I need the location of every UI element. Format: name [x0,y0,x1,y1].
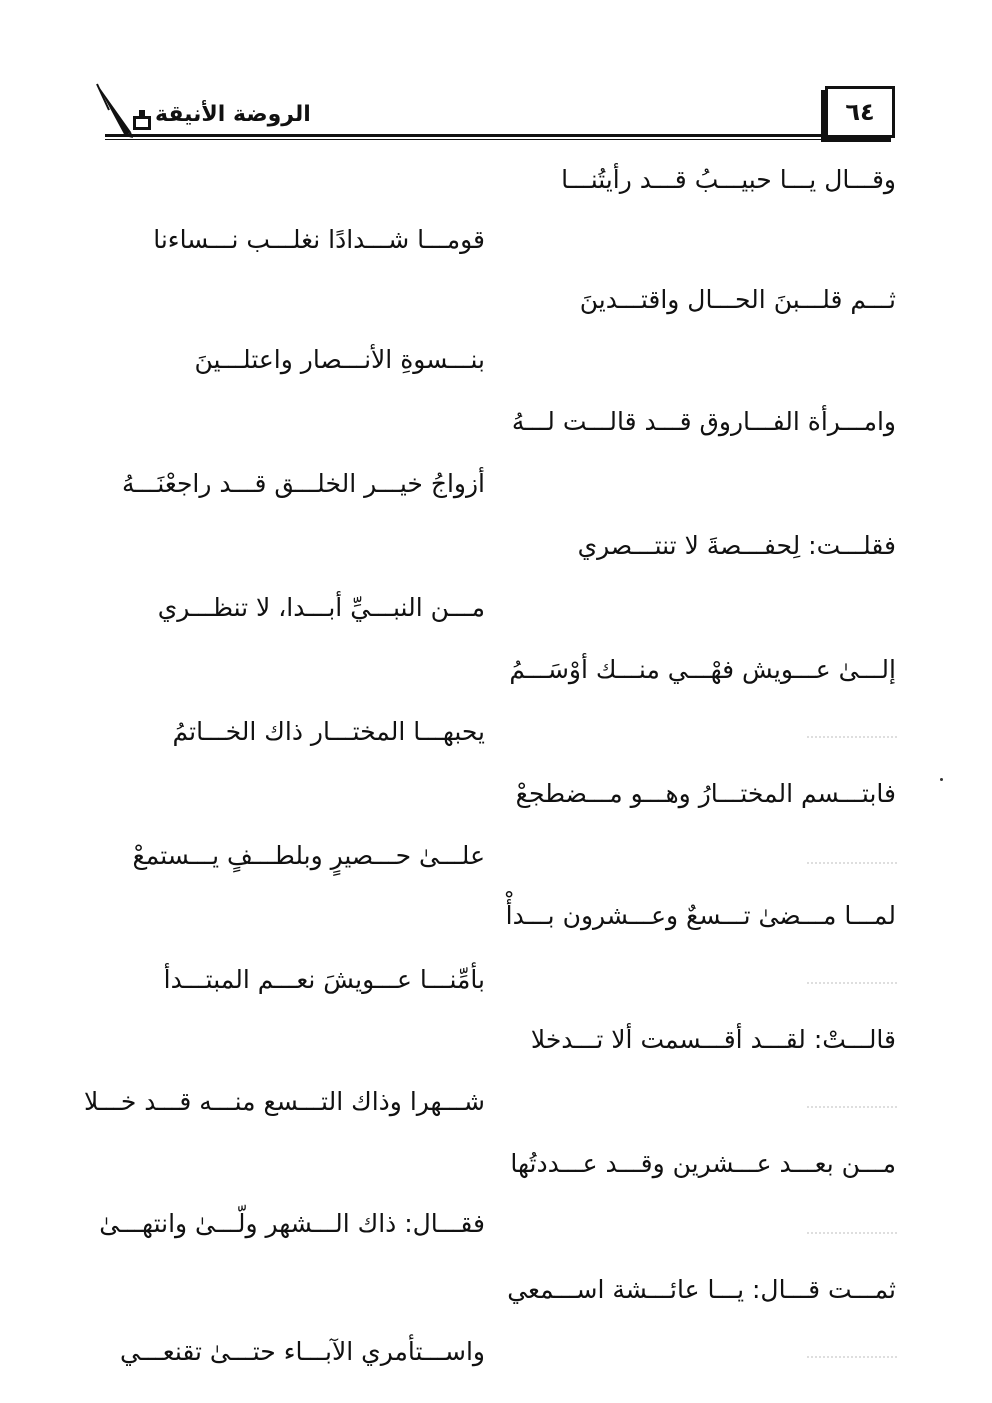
verse-4-first-hemistich: فقلـــت: لِحفـــصةَ لا تنتـــصري [577,531,896,560]
verse-5-first-hemistich: إلـــىٰ عـــويش فهْـــي منـــك أوْسَـــمُ [509,655,896,684]
verse-3-second-hemistich: أزواجُ خيـــر الخلـــق قـــد راجعْنَـــهُ [121,469,485,498]
ink-speck [940,778,943,781]
bleed-through-mark [807,1092,897,1108]
ink-lamp-icon [131,108,153,132]
verse-8-second-hemistich: شـــهرا وذاك التـــسع منـــه قـــد خـــلا [83,1087,485,1116]
page-number: ٦٤ [825,86,895,138]
verse-3-first-hemistich: وامـــرأة الفـــاروق قـــد قالـــت لـــهُ [511,407,896,436]
verse-2-second-hemistich: بنـــسوةِ الأنـــصار واعتلـــينَ [194,345,485,374]
verse-10-first-hemistich: ثمـــت قـــال: يـــا عائـــشة اســـمعي [507,1275,896,1304]
verse-9-first-hemistich: مـــن بعـــد عـــشرين وقـــد عـــددتُها [510,1149,896,1178]
verse-7-second-hemistich: بأمِّنـــا عـــويشَ نعـــم المبتـــدأ [163,965,485,994]
bleed-through-mark [807,722,897,738]
book-title: الروضة الأنيقة [155,102,311,127]
verse-8-first-hemistich: قالـــتْ: لقـــد أقـــسمت ألا تـــدخلا [530,1025,896,1054]
verse-7-first-hemistich: لمـــا مـــضىٰ تـــسعٌ وعـــشرون بـــدأْ [505,901,896,930]
page-header [95,80,895,140]
verse-2-first-hemistich: ثـــم قلـــبنَ الحـــال واقتـــدينَ [579,285,896,314]
verse-1-second-hemistich: قومـــا شـــدادًا نغلـــب نـــساءنا [153,225,485,254]
bleed-through-mark [807,1342,897,1358]
quill-pen-icon [95,80,135,140]
bleed-through-mark [807,1218,897,1234]
bleed-through-mark [807,848,897,864]
header-rule [105,134,825,140]
bleed-through-mark [807,968,897,984]
verse-5-second-hemistich: يحبهـــا المختـــار ذاك الخـــاتمُ [172,717,485,746]
verse-6-first-hemistich: فابتـــسم المختـــارُ وهـــو مـــضطجعْ [515,779,896,808]
verse-9-second-hemistich: فقـــال: ذاك الـــشهر ولّـــىٰ وانتهـــىٰ [99,1209,485,1238]
verse-6-second-hemistich: علـــىٰ حـــصيرٍ وبلطـــفٍ يـــستمعْ [132,841,485,870]
verse-10-second-hemistich: واســـتأمري الآبـــاء حتـــىٰ تقنعـــي [119,1337,485,1366]
verse-1-first-hemistich: وقـــال يـــا حبيـــبُ قـــد رأيتُنـــا [561,165,896,194]
verse-4-second-hemistich: مـــن النبـــيِّ أبـــدا، لا تنظـــري [157,593,485,622]
